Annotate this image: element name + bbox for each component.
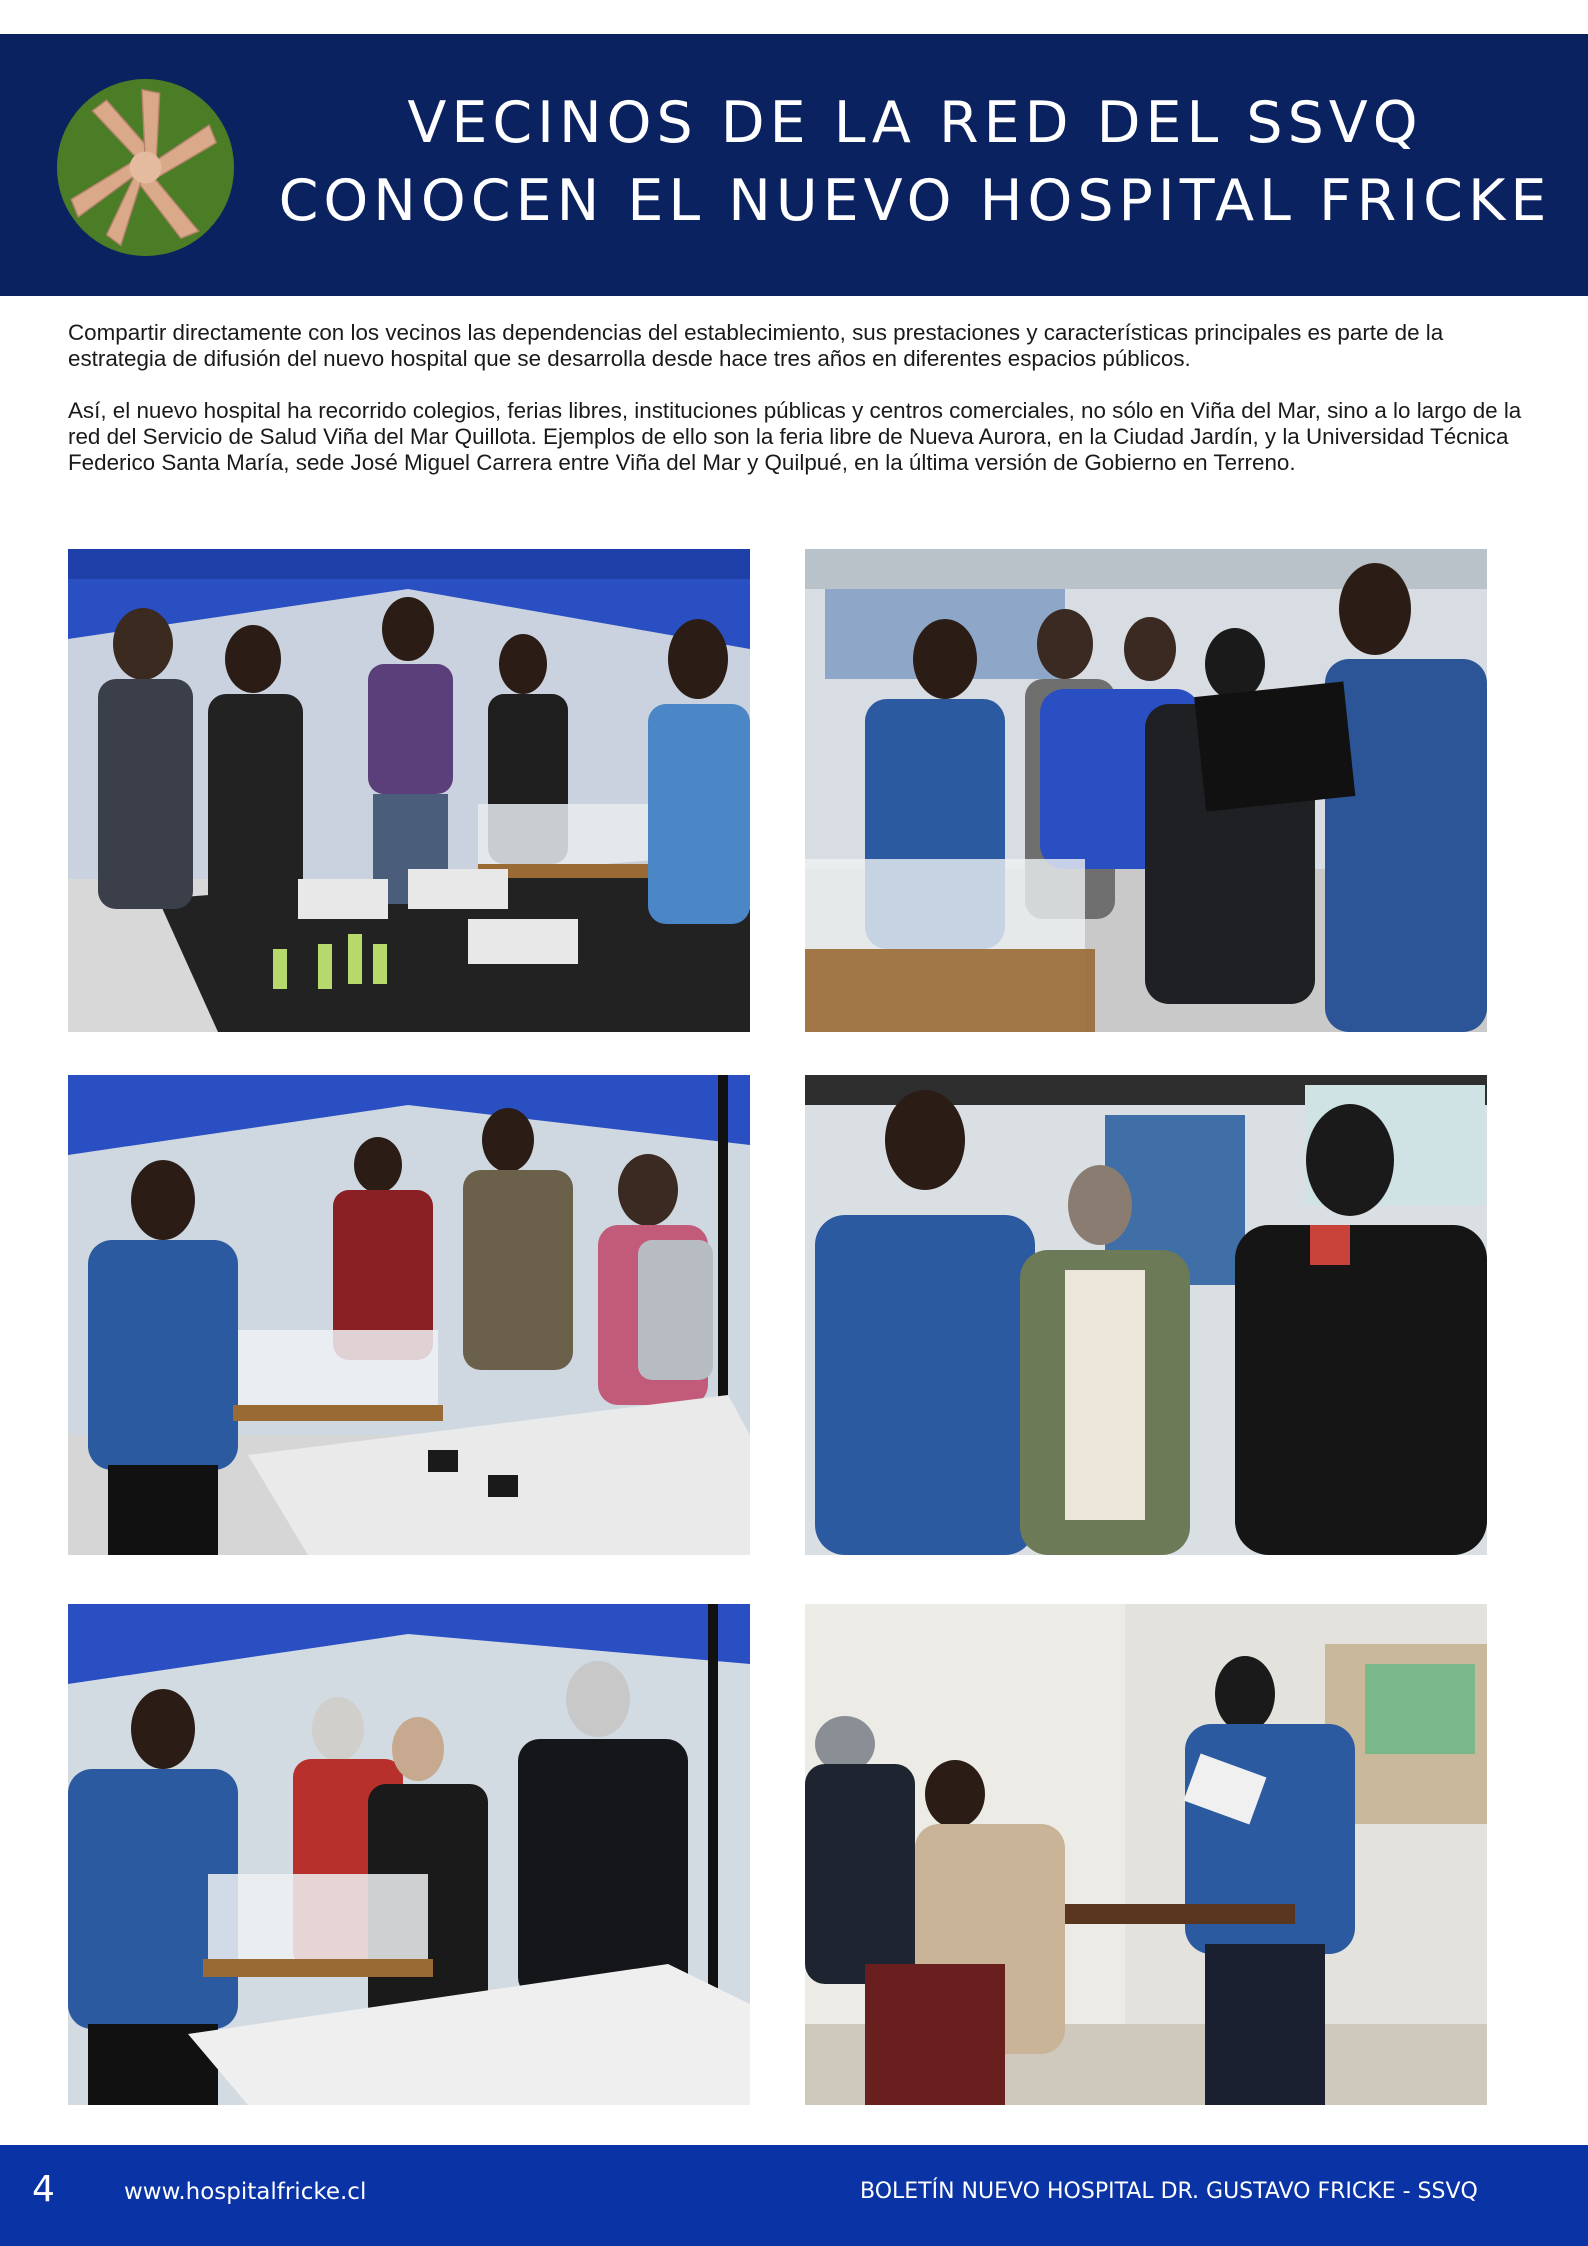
photo-indoor-staff-clipboard [805, 549, 1487, 1032]
page-number: 4 [32, 2169, 55, 2210]
footer-bar [0, 2145, 1588, 2246]
title-line-2: CONOCEN EL NUEVO HOSPITAL FRICKE [278, 168, 1552, 234]
photo-outdoor-tent-visitors [68, 549, 750, 1032]
intro-text [68, 320, 1528, 502]
page-title [270, 84, 1560, 240]
photo-indoor-staff-women [805, 1075, 1487, 1555]
website-link[interactable]: www.hospitalfricke.cl [124, 2179, 367, 2205]
title-line-1: VECINOS DE LA RED DEL SSVQ [407, 90, 1423, 156]
photo-outdoor-tent-model-table [68, 1075, 750, 1555]
header-banner [0, 34, 1588, 296]
joined-hands-logo-icon [57, 79, 234, 256]
photo-outdoor-tent-older-visitors [68, 1604, 750, 2105]
bulletin-title: BOLETÍN NUEVO HOSPITAL DR. GUSTAVO FRICKE - SSVQ [860, 2179, 1478, 2204]
intro-paragraph-1: Compartir directamente con los vecinos las dependencias del establecimiento, sus prestaciones y características principales es parte de la estrategia de difusión del nuevo hospital que se desarrolla desde hace tres años en diferentes espacios públicos. [68, 320, 1444, 371]
photo-waiting-room-brochure [805, 1604, 1487, 2105]
intro-paragraph-2: Así, el nuevo hospital ha recorrido colegios, ferias libres, instituciones públicas y centros comerciales, no sólo en Viña del Mar, sino a lo largo de la red del Servicio de Salud Viña del Mar Quillota. Ejemplos de ello son la feria libre de Nueva Aurora, en la Ciudad Jardín, y la Universidad Técnica Federico Santa María, sede José Miguel Carrera entre Viña del Mar y Quilpué, en la última versión de Gobierno en Terreno. [68, 398, 1522, 475]
